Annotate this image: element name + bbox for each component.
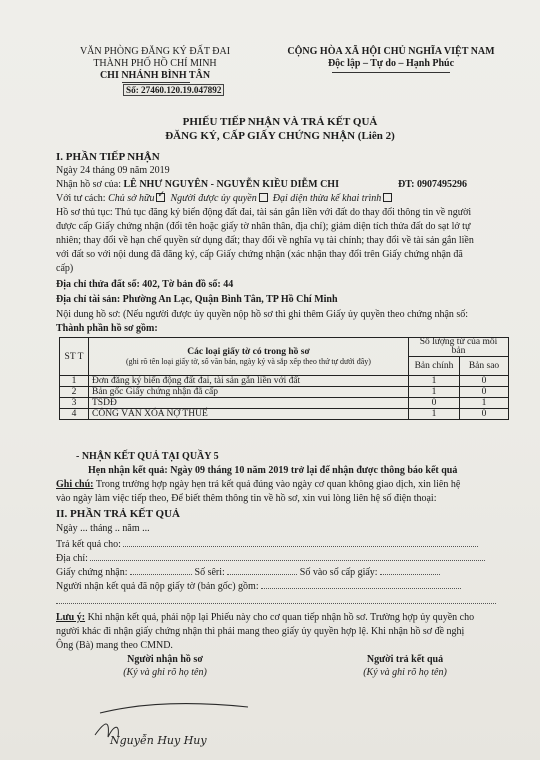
role-owner-checkbox[interactable] [156, 193, 165, 202]
role-authorized-label: Người được ủy quyền [170, 193, 257, 204]
parcel-info: Địa chỉ thửa đất số: 402, Tờ bản đồ số: 44 [56, 279, 234, 290]
serial-field[interactable] [227, 566, 297, 575]
certificate-label: Giấy chứng nhận: [56, 567, 128, 578]
receiver-signature: Nguyễn Huy Huy [110, 734, 207, 747]
caution-label: Lưu ý: [56, 612, 86, 623]
row-original: 1 [409, 409, 460, 420]
office-branch: CHI NHÁNH BÌNH TÂN [99, 70, 211, 81]
office-name-line2: THÀNH PHỐ HỒ CHÍ MINH [93, 58, 217, 69]
row-copy: 0 [460, 409, 509, 420]
table-row [60, 376, 509, 387]
counter-note: - NHẬN KẾT QUẢ TẠI QUẦY 5 [76, 451, 219, 462]
appointment-line: Hẹn nhận kết quả: Ngày 09 tháng 10 năm 2019 trở lại để nhận được thông báo kết quả [88, 465, 458, 476]
certificate-field[interactable] [130, 566, 192, 575]
role-heir-checkbox[interactable] [383, 193, 392, 202]
row-copy: 1 [460, 398, 509, 409]
applicant-name: LÊ NHƯ NGUYÊN - NGUYỄN KIỀU DIỄM CHI [123, 179, 339, 190]
caution-line-1 [56, 612, 474, 623]
receive-date: Ngày 24 tháng 09 năm 2019 [56, 165, 170, 176]
col-copy: Bản sao [460, 357, 509, 376]
row-stt: 1 [60, 376, 89, 387]
role-authorized-checkbox[interactable] [259, 193, 268, 202]
property-address: Địa chỉ tài sản: Phường An Lạc, Quận Bình Tân, TP Hồ Chí Minh [56, 294, 338, 305]
row-stt: 2 [60, 387, 89, 398]
receiver-title: Người nhận hồ sơ [127, 654, 203, 665]
receiver-note: (Ký và ghi rõ họ tên) [123, 667, 207, 678]
note-line-1 [56, 479, 460, 490]
col-qty: Số lượng từ của mỗi bản [409, 338, 509, 357]
caution-line-2: người khác đi nhận giấy chứng nhận thì phải mang theo giấy ủy quyền hợp lệ. Khi nhận hồ sơ đề nghị [56, 626, 465, 637]
submitted-continuation-field[interactable] [56, 595, 496, 604]
row-original: 0 [409, 398, 460, 409]
book-number-label: Số vào sổ cấp giấy: [299, 567, 378, 578]
table-row [60, 409, 509, 420]
col-name [89, 338, 409, 376]
caution-text-1: Khi nhận kết quả, phải nộp lại Phiếu này cho cơ quan tiếp nhận hồ sơ. Trường hợp ủy quyền cho [87, 612, 475, 623]
returner-note: (Ký và ghi rõ họ tên) [363, 667, 447, 678]
address-field[interactable] [90, 552, 485, 561]
serial-label: Số sêri: [194, 567, 225, 578]
returned-to-row [56, 538, 496, 550]
section-1-heading: I. PHẦN TIẾP NHẬN [56, 151, 160, 163]
motto: Độc lập – Tự do – Hạnh Phúc [327, 58, 455, 69]
row-stt: 3 [60, 398, 89, 409]
returner-title: Người trả kết quả [366, 654, 444, 665]
role-owner-label: Chủ sở hữu [108, 193, 155, 204]
documents-table [59, 337, 509, 420]
procedure-line-3: nhiên; thay đổi về hạn chế quyền sử dụng đất; thay đổi về nghĩa vụ tài chính; thay đổi về tài sản gắn liền [56, 235, 474, 246]
procedure-line-2: được cấp Giấy chứng nhận (đổi tên hoặc giấy tờ nhân thân, địa chỉ); giảm diện tích thửa đất do sạt lở tự [56, 221, 471, 232]
note-line-2: vào ngày làm việc tiếp theo, Để biết thêm thông tin về hồ sơ, xin vui lòng liên hệ số điện thoại: [56, 493, 437, 504]
doc-number-stamp: Số: 27460.120.19.047892 [123, 84, 224, 96]
procedure-line-5: cấp) [56, 263, 74, 274]
return-date: Ngày ... tháng .. năm ... [56, 523, 150, 534]
row-name: CÔNG VĂN XÓA NỢ THUẾ [89, 409, 409, 420]
col-name-subtitle: (ghi rõ tên loại giấy tờ, số văn bản, ngày ký và sắp xếp theo thứ tự dưới đây) [126, 356, 371, 366]
row-name: TSDĐ [89, 398, 409, 409]
applicant-row [56, 179, 339, 190]
section-2-heading: II. PHẦN TRẢ KẾT QUẢ [56, 508, 180, 520]
row-stt: 4 [60, 409, 89, 420]
motto-underline [332, 72, 450, 73]
returned-to-label: Trả kết quả cho: [56, 539, 121, 550]
role-label: Với tư cách: [56, 193, 106, 204]
caution-line-3: Ông (Bà) mang theo CMND. [56, 640, 173, 651]
office-name-line1: VĂN PHÒNG ĐĂNG KÝ ĐẤT ĐAI [79, 46, 231, 57]
submitted-label: Người nhận kết quả đã nộp giấy tờ (bản gốc) gồm: [56, 581, 259, 592]
row-name: Bản gốc Giấy chứng nhận đã cấp [89, 387, 409, 398]
procedure-line-1: Hồ sơ thủ tục: Thủ tục đăng ký biến động đất đai, tài sản gắn liền với đất do thay đổi thông tin về người [56, 207, 472, 218]
role-heir-label: Đại diện thừa kế khai trình [272, 193, 382, 204]
row-copy: 0 [460, 387, 509, 398]
content-line: Nội dung hồ sơ: (Nếu người được ủy quyền nộp hồ sơ thì ghi thêm Giấy ủy quyền theo chứng nhận số: [56, 309, 469, 320]
submitted-continuation-row [56, 591, 496, 609]
form-subtitle: ĐĂNG KÝ, CẤP GIẤY CHỨNG NHẬN (Liên 2) [165, 130, 395, 142]
role-row [56, 193, 392, 204]
book-number-field[interactable] [380, 566, 440, 575]
table-header-row [60, 338, 509, 357]
components-label: Thành phần hồ sơ gồm: [56, 323, 158, 334]
form-title: PHIẾU TIẾP NHẬN VÀ TRẢ KẾT QUẢ [182, 116, 378, 128]
table-row [60, 398, 509, 409]
note-text-1: Trong trường hợp ngày hẹn trả kết quả đúng vào ngày cơ quan không giao dịch, xin liên hệ [95, 479, 461, 490]
row-copy: 0 [460, 376, 509, 387]
row-original: 1 [409, 376, 460, 387]
header-divider [122, 82, 190, 83]
col-name-title: Các loại giấy tờ có trong hồ sơ [187, 346, 310, 357]
row-name: Đơn đăng ký biến động đất đai, tài sản gắn liền với đất [89, 376, 409, 387]
col-original: Bản chính [409, 357, 460, 376]
address-row [56, 552, 496, 564]
certificate-row [56, 566, 506, 578]
procedure-line-4: với đất so với nội dung đã đăng ký, cấp Giấy chứng nhận (xác nhận thay đổi trên Giấy chứng nhận đã [56, 249, 463, 260]
row-original: 1 [409, 387, 460, 398]
submitted-field[interactable] [261, 580, 461, 589]
table-row [60, 387, 509, 398]
col-stt: ST T [60, 338, 89, 376]
note-label: Ghi chú: [56, 479, 94, 490]
applicant-phone: ĐT: 0907495296 [398, 179, 467, 190]
address-label: Địa chỉ: [56, 553, 88, 564]
returned-to-field[interactable] [123, 538, 478, 547]
nation-heading: CỘNG HÒA XÃ HỘI CHỦ NGHĨA VIỆT NAM [287, 46, 495, 57]
applicant-label: Nhận hồ sơ của: [56, 179, 121, 190]
